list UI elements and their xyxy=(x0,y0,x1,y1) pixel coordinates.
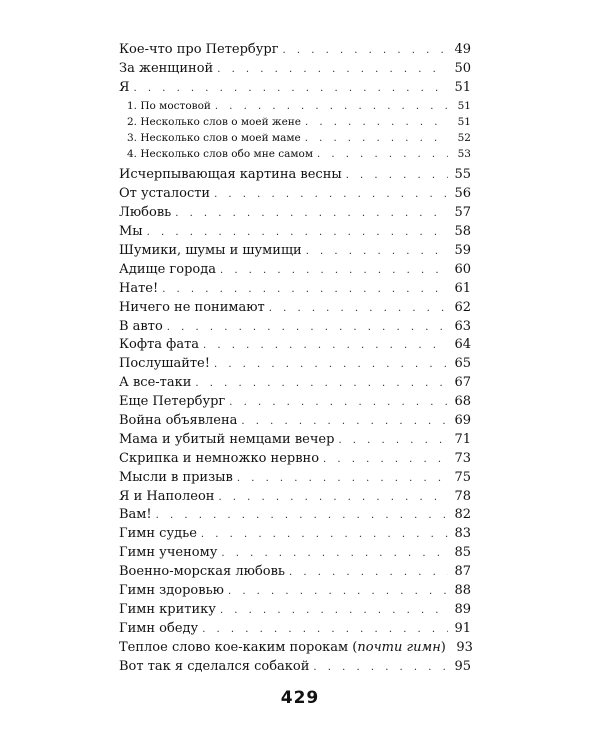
toc-entry-title: Исчерпывающая картина весны xyxy=(119,167,342,183)
toc-entry xyxy=(119,601,471,620)
dot-leader xyxy=(228,583,448,602)
toc-entry xyxy=(119,280,471,299)
dot-leader xyxy=(202,621,448,640)
toc-subentry xyxy=(119,114,471,130)
toc-entry-page: 57 xyxy=(454,205,471,221)
toc-entry-page: 95 xyxy=(454,658,471,674)
toc-entry-title: Гимн ученому xyxy=(119,545,218,561)
toc-entry-title: За женщиной xyxy=(119,60,214,76)
toc-entry-title: Вот так я сделался собакой xyxy=(119,658,310,674)
toc-entry-title: Мы xyxy=(119,224,143,240)
dot-leader xyxy=(156,507,448,526)
toc-entry xyxy=(119,299,471,318)
toc-entry-title: Мысли в призыв xyxy=(119,469,233,485)
dot-leader xyxy=(283,42,448,61)
dot-leader xyxy=(167,319,448,338)
dot-leader xyxy=(306,243,448,262)
toc-entry-title: Послушайте! xyxy=(119,356,210,372)
toc-entry xyxy=(119,336,471,355)
toc-entry-page: 75 xyxy=(454,469,471,485)
dot-leader xyxy=(346,167,448,186)
toc-entry xyxy=(119,204,471,223)
toc-entry xyxy=(119,79,471,98)
toc-entry-title: Ничего не понимают xyxy=(119,299,265,315)
dot-leader xyxy=(147,224,448,243)
dot-leader xyxy=(305,115,448,131)
dot-leader xyxy=(195,375,448,394)
toc-entry xyxy=(119,185,471,204)
toc-entry-page: 60 xyxy=(454,261,471,277)
toc-entry-title: Скрипка и немножко нервно xyxy=(119,450,320,466)
toc-entry-page: 71 xyxy=(454,431,471,447)
toc-subentry xyxy=(119,146,471,162)
toc-entry-title: Мама и убитый немцами вечер xyxy=(119,431,335,447)
toc-entry-title: Теплое слово кое-каким порокам (почти гимн) xyxy=(119,639,446,655)
toc-entry-page: 67 xyxy=(454,375,471,391)
toc-entry-title: Нате! xyxy=(119,280,159,296)
dot-leader xyxy=(289,564,448,583)
toc-entry-page: 85 xyxy=(454,545,471,561)
toc-entry xyxy=(119,374,471,393)
toc-entry xyxy=(119,166,471,185)
toc-entry-title: 4. Несколько слов обо мне самом xyxy=(127,148,314,161)
toc-entry-title: Адище города xyxy=(119,261,216,277)
toc-subentry xyxy=(119,130,471,146)
toc-entry-page: 59 xyxy=(454,242,471,258)
dot-leader xyxy=(317,147,448,163)
toc-entry-title: Вам! xyxy=(119,507,152,523)
toc-entry-title: А все-таки xyxy=(119,375,192,391)
toc-entry-title: Я и Наполеон xyxy=(119,488,215,504)
dot-leader xyxy=(323,451,448,470)
dot-leader xyxy=(220,262,448,281)
toc-entry-page: 62 xyxy=(454,299,471,315)
dot-leader xyxy=(313,659,448,678)
dot-leader xyxy=(218,489,448,508)
dot-leader xyxy=(221,545,448,564)
toc-entry xyxy=(119,355,471,374)
dot-leader xyxy=(134,80,449,99)
toc-entry xyxy=(119,261,471,280)
toc-entry xyxy=(119,431,471,450)
toc-entry xyxy=(119,469,471,488)
toc-entry-page: 69 xyxy=(454,413,471,428)
toc-entry-page: 65 xyxy=(454,356,471,372)
toc-entry-page: 64 xyxy=(454,337,471,353)
toc-entry-page: 63 xyxy=(454,318,471,334)
toc-entry-page: 93 xyxy=(456,639,473,655)
toc-entry-title: 3. Несколько слов о моей маме xyxy=(127,132,301,145)
dot-leader xyxy=(338,432,448,451)
toc-entry-page: 68 xyxy=(454,394,471,410)
toc-entry-title: В авто xyxy=(119,318,163,334)
toc-entry-page: 89 xyxy=(454,601,471,617)
toc-entry xyxy=(119,60,471,79)
table-of-contents xyxy=(119,41,471,676)
toc-entry-title: Гимн обеду xyxy=(119,620,199,636)
toc-entry-page: 53 xyxy=(457,148,471,161)
toc-entry-title: Гимн критику xyxy=(119,601,216,617)
toc-entry-page: 78 xyxy=(454,488,471,504)
toc-entry-page: 51 xyxy=(454,79,471,95)
toc-entry-title: Война объявлена xyxy=(119,413,238,428)
dot-leader xyxy=(214,186,448,205)
toc-entry-title: 1. По мостовой xyxy=(127,99,211,112)
toc-entry-page: 58 xyxy=(454,224,471,240)
toc-entry-page: 87 xyxy=(454,564,471,580)
toc-entry xyxy=(119,563,471,582)
toc-entry-page: 49 xyxy=(454,42,471,57)
toc-entry-title: Еще Петербург xyxy=(119,394,226,410)
dot-leader xyxy=(241,413,448,432)
toc-entry-title: Военно-морская любовь xyxy=(119,564,285,580)
toc-entry-page: 88 xyxy=(454,583,471,599)
toc-entry xyxy=(119,223,471,242)
toc-entry-page: 91 xyxy=(454,620,471,636)
dot-leader xyxy=(201,526,448,545)
toc-entry-title: Шумики, шумы и шумищи xyxy=(119,242,302,258)
toc-entry xyxy=(119,412,471,431)
dot-leader xyxy=(162,281,448,300)
dot-leader xyxy=(214,356,448,375)
toc-entry-title: 2. Несколько слов о моей жене xyxy=(127,115,302,128)
toc-entry xyxy=(119,620,471,639)
toc-entry xyxy=(119,525,471,544)
dot-leader xyxy=(237,470,448,489)
toc-entry-page: 50 xyxy=(454,60,471,76)
toc-entry-page: 51 xyxy=(457,115,471,128)
toc-entry-title: Гимн судье xyxy=(119,526,197,542)
dot-leader xyxy=(217,61,448,80)
dot-leader xyxy=(305,131,448,147)
dot-leader xyxy=(229,394,448,413)
toc-entry xyxy=(119,639,471,658)
toc-entry xyxy=(119,506,471,525)
toc-entry-page: 83 xyxy=(454,526,471,542)
dot-leader xyxy=(175,205,448,224)
toc-entry xyxy=(119,450,471,469)
toc-entry-page: 82 xyxy=(454,507,471,523)
toc-entry-page: 73 xyxy=(454,450,471,466)
toc-entry xyxy=(119,582,471,601)
toc-entry xyxy=(119,318,471,337)
toc-entry-page: 56 xyxy=(454,186,471,202)
toc-entry xyxy=(119,488,471,507)
dot-leader xyxy=(203,337,448,356)
toc-entry-page: 51 xyxy=(457,99,471,112)
toc-subentry xyxy=(119,98,471,114)
toc-entry-page: 52 xyxy=(457,132,471,145)
toc-entry xyxy=(119,393,471,412)
dot-leader xyxy=(220,602,448,621)
dot-leader xyxy=(269,300,448,319)
toc-entry-title: Я xyxy=(119,79,130,95)
toc-entry-title: От усталости xyxy=(119,186,211,202)
toc-entry xyxy=(119,41,471,60)
toc-entry-title: Любовь xyxy=(119,205,172,221)
page-number: 429 xyxy=(280,688,320,708)
toc-entry xyxy=(119,544,471,563)
toc-entry-title: Кофта фата xyxy=(119,337,200,353)
toc-entry-title: Гимн здоровью xyxy=(119,583,224,599)
toc-entry xyxy=(119,242,471,261)
toc-entry-page: 61 xyxy=(454,280,471,296)
toc-entry xyxy=(119,658,471,677)
dot-leader xyxy=(215,99,448,115)
toc-entry-page: 55 xyxy=(454,167,471,183)
toc-entry-title: Кое-что про Петербург xyxy=(119,42,279,57)
